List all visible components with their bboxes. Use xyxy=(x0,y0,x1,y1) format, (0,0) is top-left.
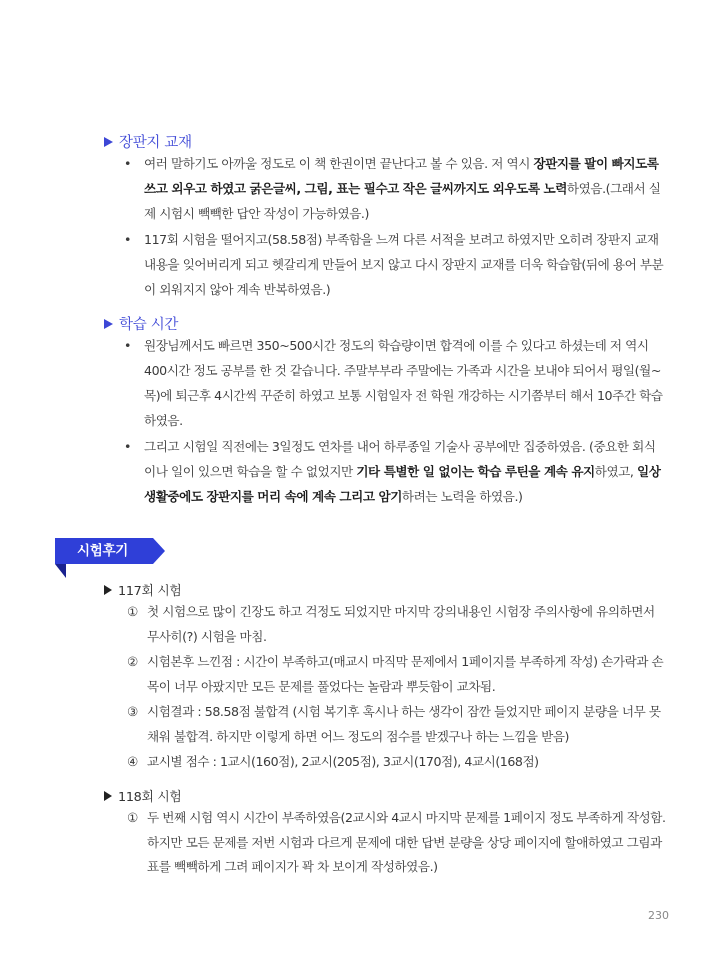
circled-number: ① xyxy=(127,604,138,619)
right-triangle-icon xyxy=(104,791,112,801)
exam-118-list xyxy=(127,806,667,880)
list-item: • 여러 말하기도 아까울 정도로 이 책 한권이면 끝난다고 볼 수 있음. 저 역시 장판지를 팔이 빠지도록 쓰고 외우고 하였고 굵은글씨, 그림, 표는 필수고 작은 글씨까지도 외우도록 노력하였음.(그래서 실제 시험시 빽빽한 답안 작성이 가능하였음.) xyxy=(124,151,664,226)
list-item: • 원장님께서도 빠르면 350~500시간 정도의 학습량이면 합격에 이를 수 있다고 하셨는데 저 역시 400시간 정도 공부를 한 것 같습니다. 주말부부라 주말에는 가족과 시간을 보내야 되어서 평일(월~목)에 퇴근후 4시간씩 꾸준히 하였고 보통 시험일자 전 학원 개강하는 시기쯤부터 해서 10주간 학습하였음. xyxy=(124,333,664,433)
list-item: • 117회 시험을 떨어지고(58.58점) 부족함을 느껴 다른 서적을 보려고 하였지만 오히려 장판지 교재 내용을 잊어버리게 되고 헷갈리게 만들어 보지 않고 다시 장판지 교재를 더욱 학습함(뒤에 용어 부분이 외워지지 않아 계속 반복하였음.) xyxy=(124,227,664,302)
review-heading: 시험후기 xyxy=(77,543,128,559)
section-title-textbook: 장판지 교재 xyxy=(104,131,192,152)
bullet-dot-icon: • xyxy=(124,232,131,247)
list-item: ④ 교시별 점수 : 1교시(160점), 2교시(205점), 3교시(170점), 4교시(168점) xyxy=(127,750,667,775)
page-number: 230 xyxy=(648,909,669,922)
list-item: ① 두 번째 시험 역시 시간이 부족하였음(2교시와 4교시 마지막 문제를 1페이지 정도 부족하게 작성함. 하지만 모든 문제를 저번 시험과 다르게 문제에 대한 답변 분량을 상당 페이지에 할애하였고 그림과 표를 빽빽하게 그려 페이지가 꽉 차 보이게 작성하였음.) xyxy=(127,806,667,880)
textbook-bullet-list xyxy=(124,151,664,302)
exam-117-list xyxy=(127,600,667,775)
list-item: • 그리고 시험일 직전에는 3일정도 연차를 내어 하루종일 기술사 공부에만 집중하였음. (중요한 회식이나 일이 있으면 학습을 할 수 없었지만 기타 특별한 일 없이는 학습 루틴을 계속 유지하였고, 일상 생활중에도 장판지를 머리 속에 계속 그리고 암기하려는 노력을 하였음.) xyxy=(124,434,664,509)
section-title-study-time: 학습 시간 xyxy=(104,313,178,334)
circled-number: ② xyxy=(127,654,138,669)
study-time-bullet-list xyxy=(124,333,664,509)
list-item: ① 첫 시험으로 많이 긴장도 하고 걱정도 되었지만 마지막 강의내용인 시험장 주의사항에 유의하면서 무사히(?) 시험을 마침. xyxy=(127,600,667,649)
exam-117-title: 117회 시험 xyxy=(104,580,181,599)
list-item: ③ 시험결과 : 58.58점 불합격 (시험 복기후 혹시나 하는 생각이 잠깐 들었지만 페이지 분량을 너무 못채워 불합격. 하지만 이렇게 하면 어느 정도의 점수를 받겠구나 하는 느낌을 받음) xyxy=(127,700,667,749)
right-triangle-icon xyxy=(104,137,113,147)
bullet-dot-icon: • xyxy=(124,439,131,454)
circled-number: ④ xyxy=(127,754,138,769)
bullet-dot-icon: • xyxy=(124,156,131,171)
list-item: ② 시험본후 느낀점 : 시간이 부족하고(매교시 마직막 문제에서 1페이지를 부족하게 작성) 손가락과 손목이 너무 아팠지만 모든 문제를 풀었다는 놀람과 뿌듯함이 교차됨. xyxy=(127,650,667,699)
right-triangle-icon xyxy=(104,319,113,329)
bullet-dot-icon: • xyxy=(124,338,131,353)
right-triangle-icon xyxy=(104,585,112,595)
exam-118-title: 118회 시험 xyxy=(104,786,181,805)
circled-number: ③ xyxy=(127,704,138,719)
review-section-banner xyxy=(55,538,165,580)
circled-number: ① xyxy=(127,810,138,825)
